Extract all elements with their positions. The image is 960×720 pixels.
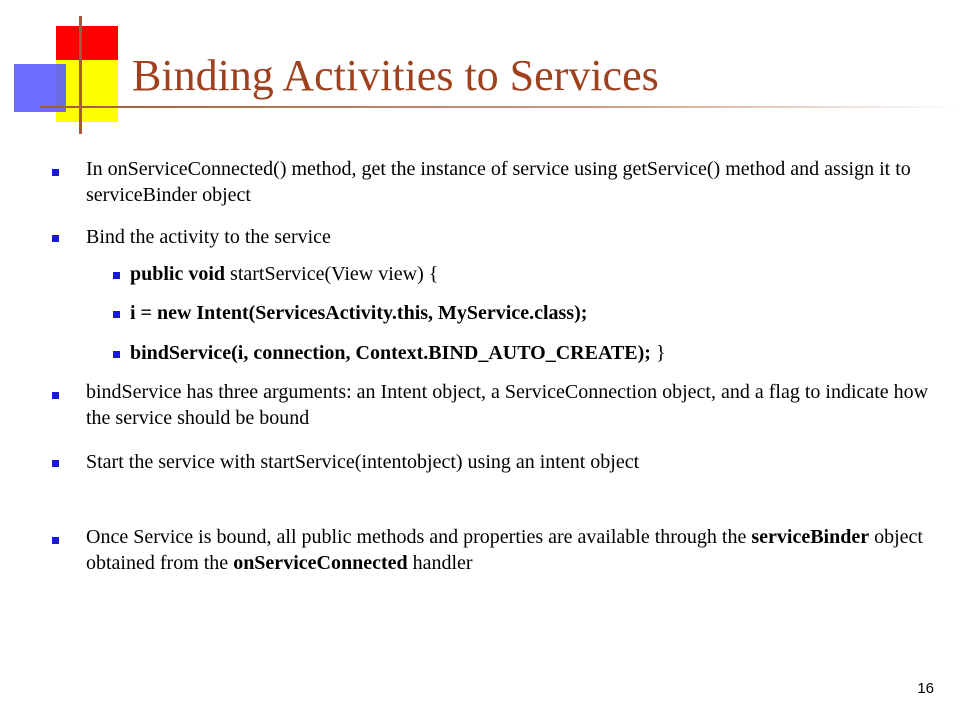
- sub-bullet-marker: [113, 272, 120, 279]
- bullet-2-text: Bind the activity to the service: [86, 226, 331, 248]
- bullet-5-part-3: handler: [407, 552, 473, 574]
- bullet-marker: [52, 537, 59, 544]
- bullet-marker: [52, 169, 59, 176]
- bullet-marker: [52, 392, 59, 399]
- sub-bullet-3-text: [130, 340, 950, 366]
- bullet-3-text: bindService has three arguments: an Intent object, a ServiceConnection object, and a flag to indicate how the service should be bound: [86, 381, 929, 429]
- title-underline: [40, 106, 960, 108]
- sub-bullet-3-code: bindService(i, connection, Context.BIND_AUTO_CREATE);: [130, 342, 651, 364]
- sub-bullet-1-text: [130, 261, 930, 287]
- bullet-1-text: In onServiceConnected() method, get the instance of service using getService() method and assign it to serviceBinder object: [86, 158, 911, 206]
- sub-bullet-1-rest: startService(View view) {: [225, 263, 439, 285]
- slide-title: Binding Activities to Services: [132, 51, 659, 100]
- bullet-5-part-2: object obtained from the: [86, 526, 923, 574]
- sub-bullet-2-text: i = new Intent(ServicesActivity.this, MyService.class);: [130, 302, 588, 324]
- sub-bullet-marker: [113, 351, 120, 358]
- sub-bullet-3-rest: }: [650, 342, 666, 364]
- bullet-5-keyword-binder: serviceBinder: [751, 526, 870, 548]
- bullet-5-keyword-handler: onServiceConnected: [233, 552, 408, 574]
- bullet-marker: [52, 235, 59, 242]
- slide-number: 16: [917, 680, 934, 697]
- bullet-5-text: [86, 524, 946, 576]
- vertical-rule-decoration: [79, 16, 82, 134]
- blue-square-decoration: [14, 64, 66, 112]
- bullet-marker: [52, 460, 59, 467]
- bullet-5-part-1: Once Service is bound, all public methods and properties are available through the: [86, 526, 752, 548]
- bullet-4-text: Start the service with startService(intentobject) using an intent object: [86, 451, 640, 473]
- sub-bullet-marker: [113, 311, 120, 318]
- sub-bullet-1-keyword: public void: [130, 263, 226, 285]
